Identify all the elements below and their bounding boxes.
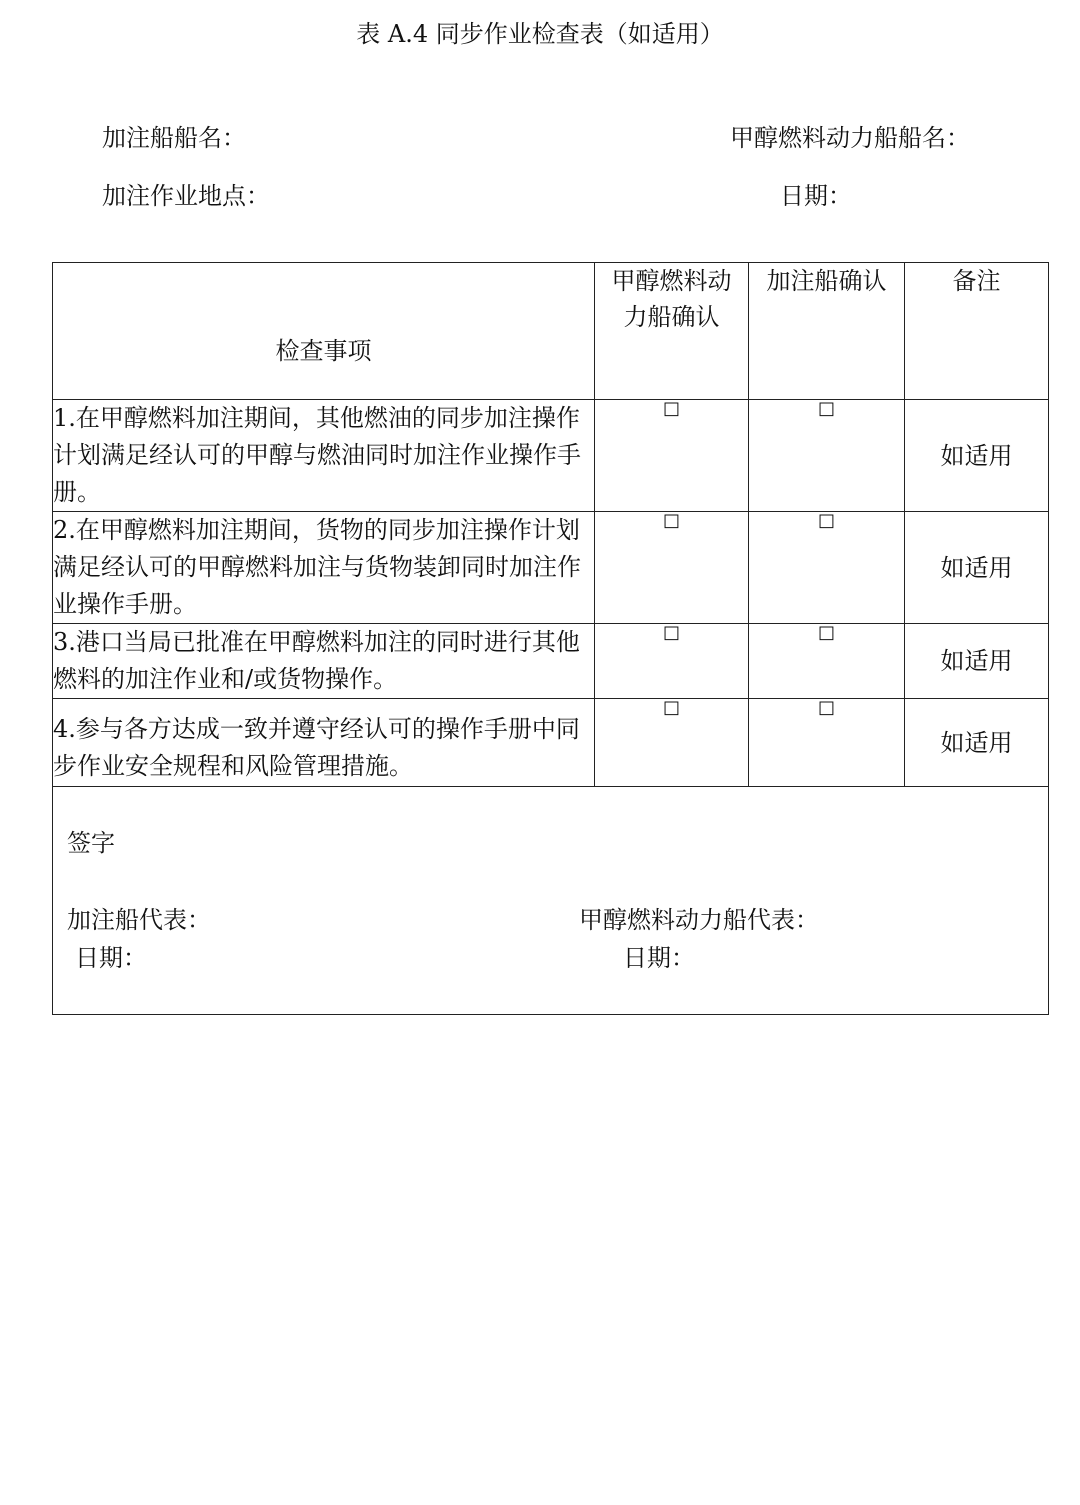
bunker-ship-checkbox[interactable]: □ (749, 400, 905, 512)
signature-cell (53, 787, 1049, 1015)
date-label: 日期： (780, 182, 852, 210)
methanol-ship-checkbox[interactable]: □ (595, 512, 749, 624)
table-row (53, 699, 1049, 787)
table-row (53, 512, 1049, 624)
table-row (53, 400, 1049, 512)
bunker-ship-checkbox[interactable]: □ (749, 624, 905, 699)
check-item-text: 4.参与各方达成一致并遵守经认可的操作手册中同步作业安全规程和风险管理措施。 (53, 699, 595, 787)
header-item: 检查事项 (53, 263, 595, 400)
bunker-ship-checkbox[interactable]: □ (749, 699, 905, 787)
page-title: 表 A.4 同步作业检查表（如适用） (356, 20, 724, 48)
checklist-table (52, 262, 1049, 1015)
header-bunker-ship-confirm: 加注船确认 (749, 263, 905, 400)
methanol-ship-checkbox[interactable]: □ (595, 699, 749, 787)
remark-cell: 如适用 (905, 400, 1049, 512)
remark-cell: 如适用 (905, 512, 1049, 624)
methanol-rep-label: 甲醇燃料动力船代表： (579, 906, 819, 934)
header-methanol-ship-confirm-text: 甲醇燃料动力船确认 (611, 267, 732, 331)
methanol-ship-name-label: 甲醇燃料动力船船名： (730, 124, 970, 152)
signature-row (53, 787, 1049, 1015)
bunker-ship-name-label: 加注船船名： (102, 124, 246, 152)
location-label: 加注作业地点： (102, 182, 270, 210)
check-item-text: 2.在甲醇燃料加注期间，货物的同步加注操作计划满足经认可的甲醇燃料加注与货物装卸同时加注作业操作手册。 (53, 512, 595, 624)
check-item-text: 3.港口当局已批准在甲醇燃料加注的同时进行其他燃料的加注作业和/或货物操作。 (53, 624, 595, 699)
table-row (53, 624, 1049, 699)
header-methanol-ship-confirm (595, 263, 749, 400)
table-header-row (53, 263, 1049, 400)
methanol-ship-checkbox[interactable]: □ (595, 400, 749, 512)
methanol-ship-checkbox[interactable]: □ (595, 624, 749, 699)
check-item-text: 1.在甲醇燃料加注期间，其他燃油的同步加注操作计划满足经认可的甲醇与燃油同时加注作业操作手册。 (53, 400, 595, 512)
bunker-rep-label: 加注船代表： (67, 906, 211, 934)
bunker-rep-date-label: 日期： (75, 944, 147, 972)
remark-cell: 如适用 (905, 699, 1049, 787)
methanol-rep-date-label: 日期： (623, 944, 695, 972)
remark-cell: 如适用 (905, 624, 1049, 699)
bunker-ship-checkbox[interactable]: □ (749, 512, 905, 624)
header-remark: 备注 (905, 263, 1049, 400)
signature-label: 签字 (67, 829, 115, 857)
